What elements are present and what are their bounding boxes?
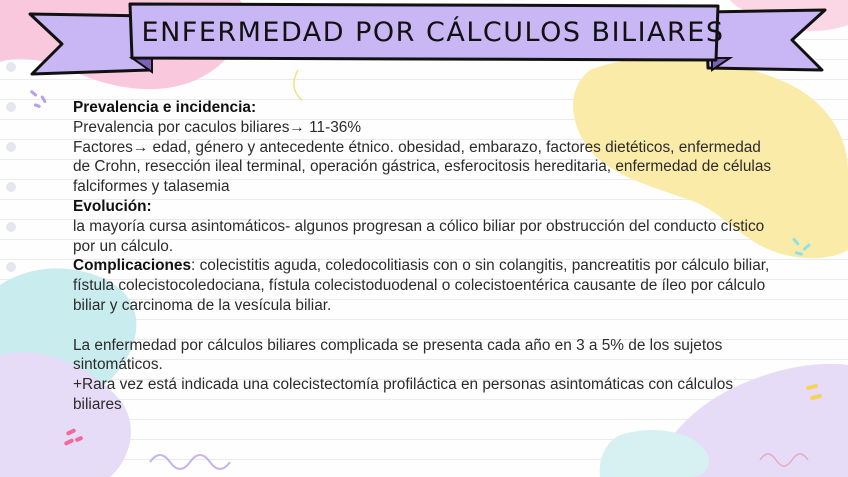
complicaciones-heading: Complicaciones <box>73 257 192 275</box>
page-title: ENFERMEDAD POR CÁLCULOS BILIARES <box>141 16 725 48</box>
factores-line: Factores→ edad, género y antecedente étnico. obesidad, embarazo, factores dietéticos, enfermedad de Crohn, resección ileal terminal, operación gástrica, esferocitosis hereditaria, enfermedad de células falciformes y talasemia <box>73 138 772 196</box>
complicaciones-paragraph <box>73 256 773 315</box>
prevalencia-heading: Prevalencia e incidencia: <box>73 99 257 116</box>
colecistectomia-text: +Rara vez está indicada una colecistectomía profiláctica en personas asintomáticas con cálculos biliares <box>73 376 734 413</box>
content-body <box>73 98 773 415</box>
evolucion-heading: Evolución: <box>73 197 152 215</box>
complicaciones-text: : colecistitis aguda, coledocolitiasis con o sin colangitis, pancreatitis por cálculo biliar, fístula colecistocoledociana, fístula colecistoduodenal o colecistoentérica causante de íleo por cálculo biliar y carcinoma de la vesícula biliar. <box>73 257 770 314</box>
evolucion-text: la mayoría cursa asintomáticos- algunos progresan a cólico biliar por obstrucción del conducto cístico por un cálculo. <box>73 217 765 255</box>
prevalencia-line: Prevalencia por caculos biliares→ 11-36% <box>73 118 362 136</box>
complicada-text: La enfermedad por cálculos biliares complicada se presenta cada año en 3 a 5% de los sujetos sintomáticos. <box>73 336 723 374</box>
